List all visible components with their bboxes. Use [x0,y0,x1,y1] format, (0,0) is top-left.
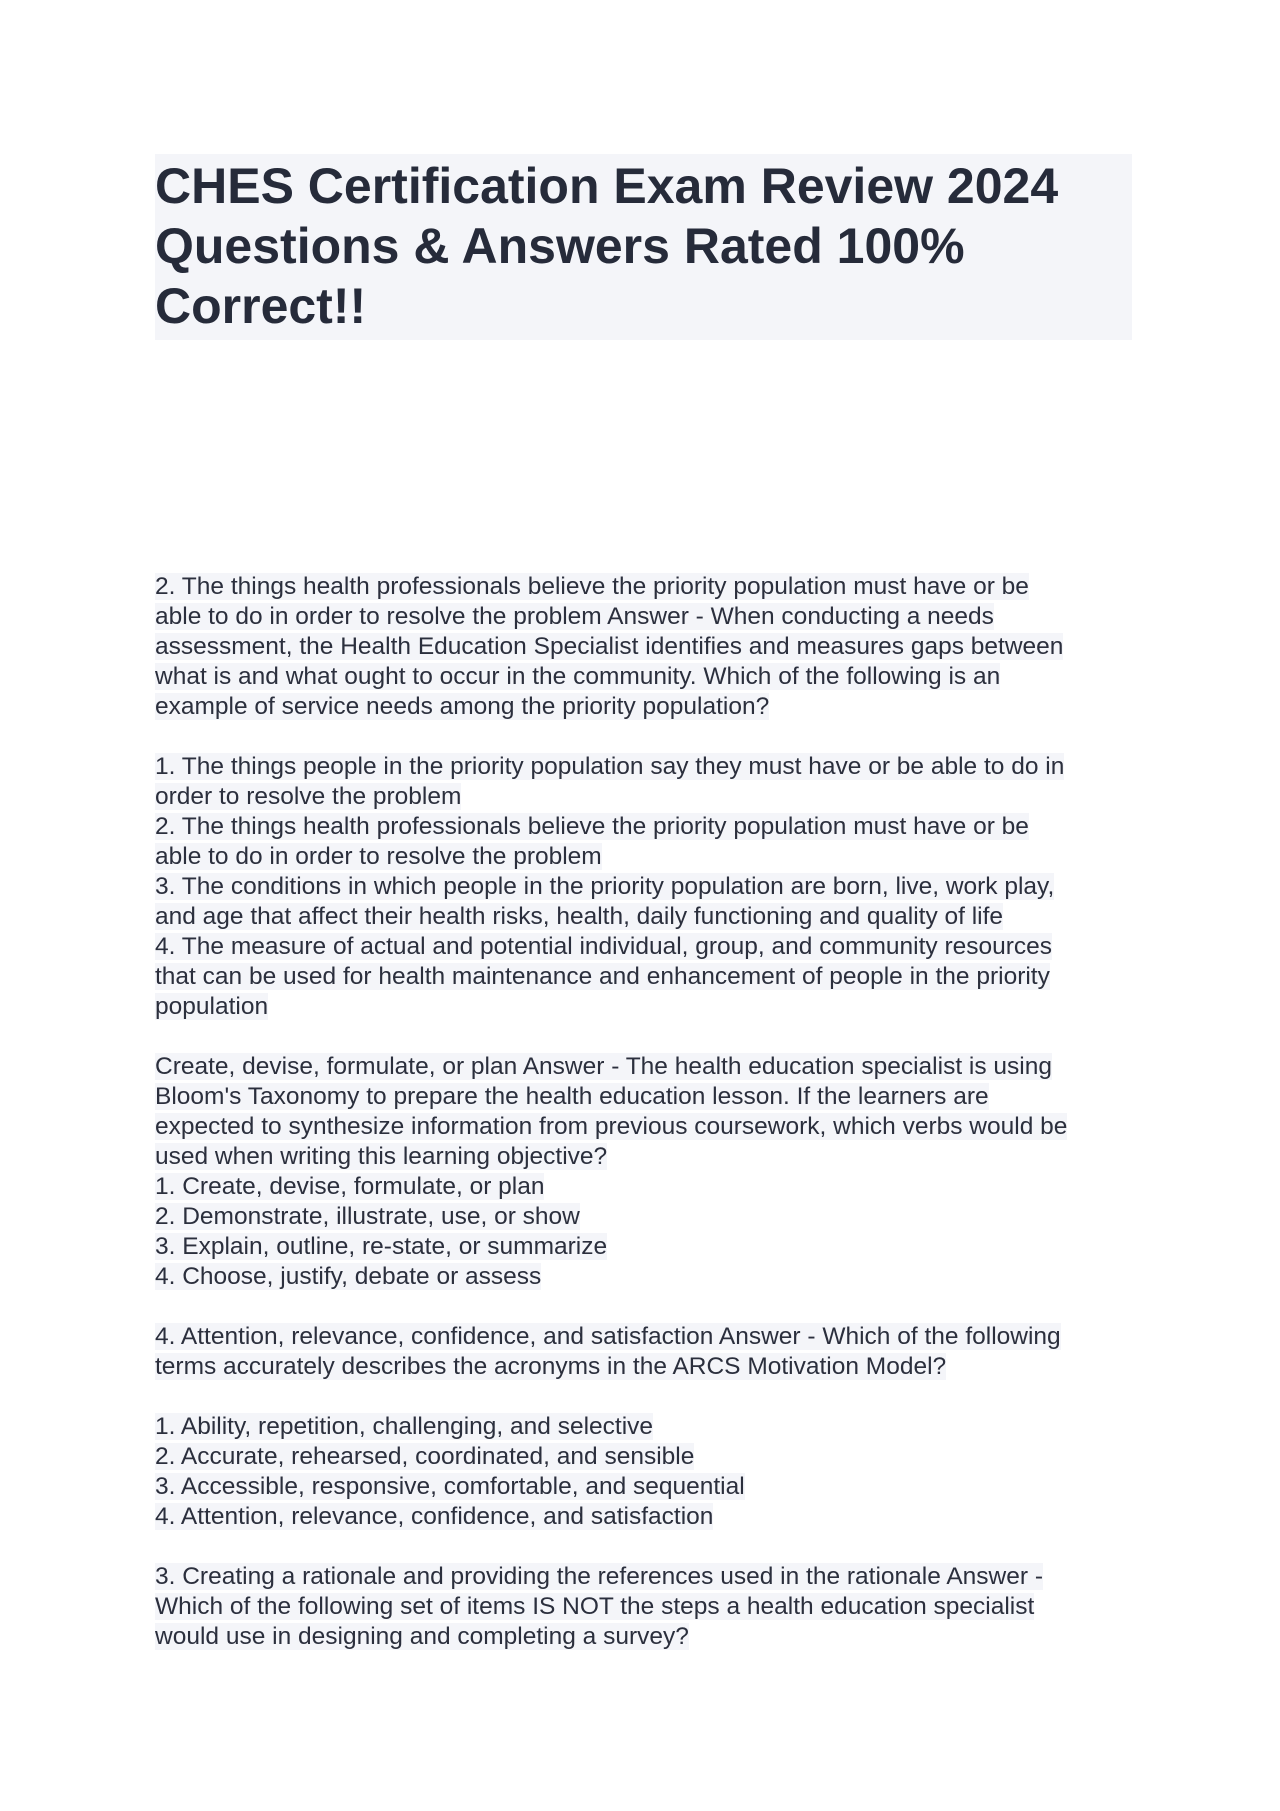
text-line: 2. Demonstrate, illustrate, use, or show [155,1203,580,1230]
text-line: terms accurately describes the acronyms in the ARCS Motivation Model? [155,1353,947,1380]
text-line: 4. Attention, relevance, confidence, and satisfaction [155,1503,714,1530]
paragraph-options-service-needs [155,752,1155,1022]
text-line: expected to synthesize information from previous coursework, which verbs would be [155,1113,1068,1140]
title-line: CHES Certification Exam Review 2024 [155,158,1059,214]
text-line: 3. Explain, outline, re-state, or summarize [155,1233,608,1260]
document-body [155,572,1155,1682]
text-line: 1. Create, devise, formulate, or plan [155,1173,545,1200]
text-line: 1. The things people in the priority population say they must have or be able to do in [155,753,1065,780]
text-line: assessment, the Health Education Specialist identifies and measures gaps between [155,633,1064,660]
text-line: able to do in order to resolve the problem [155,843,602,870]
text-line: Bloom's Taxonomy to prepare the health education lesson. If the learners are [155,1083,989,1110]
text-line: 2. The things health professionals believe the priority population must have or be [155,573,1029,600]
text-line: used when writing this learning objective? [155,1143,608,1170]
paragraph-question-survey-steps [155,1562,1155,1652]
text-line: 4. The measure of actual and potential individual, group, and community resources [155,933,1053,960]
text-line: and age that affect their health risks, health, daily functioning and quality of life [155,903,1004,930]
text-line: would use in designing and completing a survey? [155,1623,689,1650]
document-title [155,156,1132,336]
text-line: 2. The things health professionals believe the priority population must have or be [155,813,1029,840]
text-line: example of service needs among the priority population? [155,693,770,720]
paragraph-question-service-needs [155,572,1155,722]
title-block [155,154,1132,340]
text-line: Which of the following set of items IS NOT the steps a health education specialist [155,1593,1035,1620]
paragraph-question-blooms-taxonomy [155,1052,1155,1292]
text-line: 3. Creating a rationale and providing the references used in the rationale Answer - [155,1563,1043,1590]
text-line: order to resolve the problem [155,783,462,810]
text-line: 4. Attention, relevance, confidence, and satisfaction Answer - Which of the following [155,1323,1061,1350]
text-line: what is and what ought to occur in the community. Which of the following is an [155,663,1001,690]
text-line: 3. The conditions in which people in the priority population are born, live, work play, [155,873,1055,900]
text-line: population [155,993,269,1020]
text-line: able to do in order to resolve the problem Answer - When conducting a needs [155,603,994,630]
paragraph-options-arcs-model [155,1412,1155,1532]
text-line: 2. Accurate, rehearsed, coordinated, and sensible [155,1443,695,1470]
text-line: Create, devise, formulate, or plan Answer - The health education specialist is using [155,1053,1053,1080]
text-line: that can be used for health maintenance and enhancement of people in the priority [155,963,1050,990]
title-line: Questions & Answers Rated 100% [155,218,965,274]
text-line: 4. Choose, justify, debate or assess [155,1263,542,1290]
paragraph-question-arcs-model [155,1322,1155,1382]
text-line: 3. Accessible, responsive, comfortable, and sequential [155,1473,745,1500]
text-line: 1. Ability, repetition, challenging, and selective [155,1413,654,1440]
title-line: Correct!! [155,278,367,334]
